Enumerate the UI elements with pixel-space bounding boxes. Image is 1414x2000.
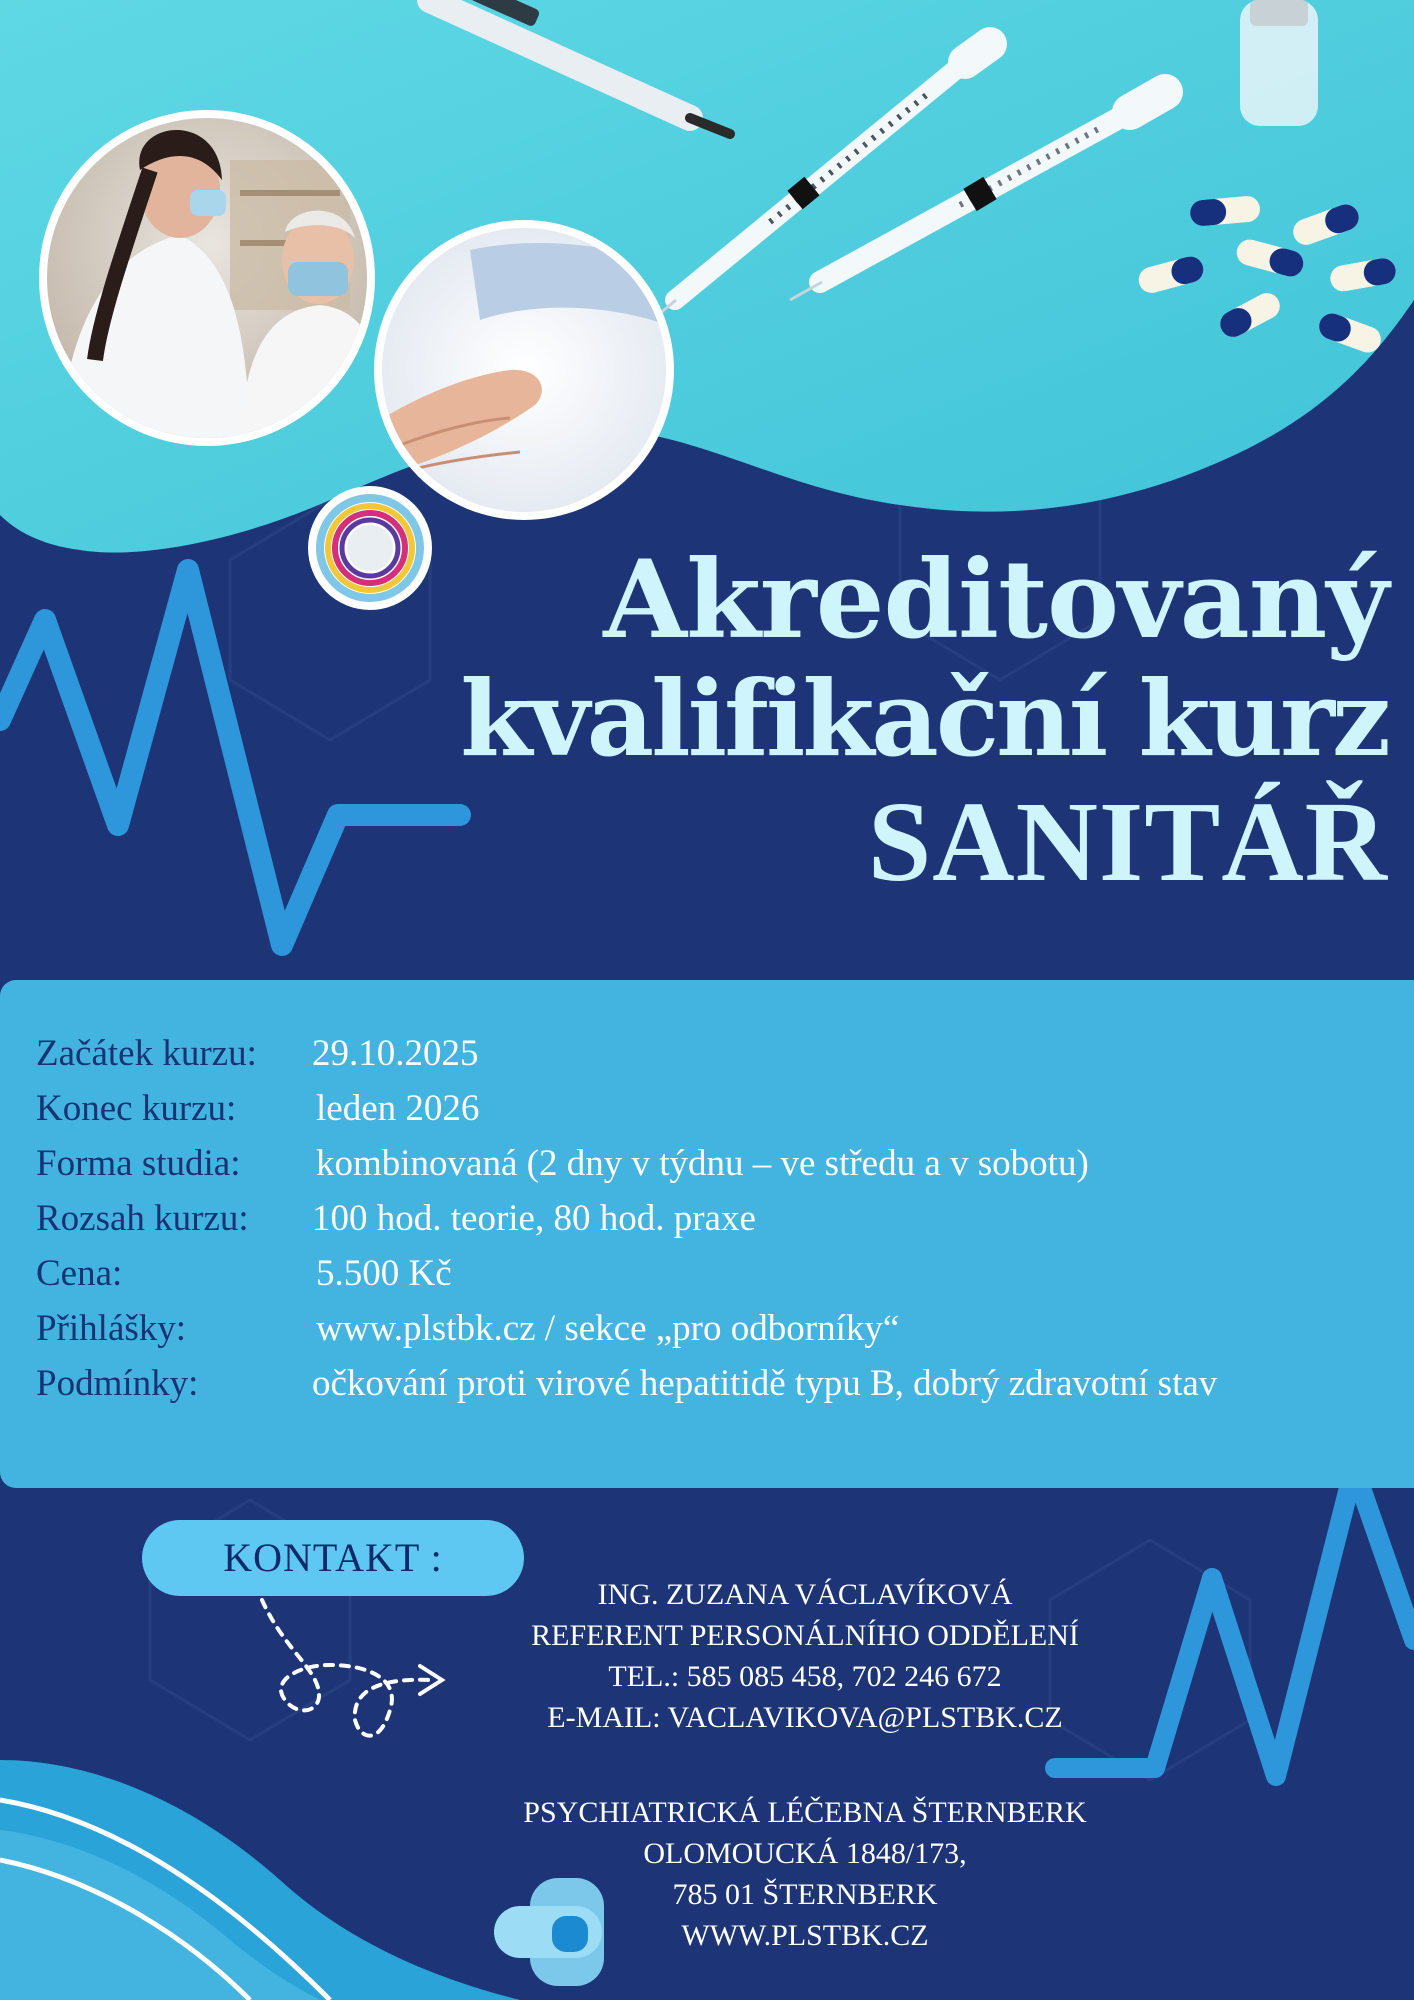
info-row-form bbox=[36, 1142, 1089, 1185]
contact-role: REFERENT PERSONÁLNÍHO ODDĚLENÍ bbox=[531, 1619, 1079, 1652]
contact-details bbox=[400, 1574, 1210, 1738]
vial-icon bbox=[1240, 0, 1318, 126]
title-line-2: kvalifikační kurz bbox=[460, 657, 1388, 780]
info-value[interactable]: www.plstbk.cz / sekce „pro odborníky“ bbox=[316, 1308, 900, 1349]
info-value: 100 hod. teorie, 80 hod. praxe bbox=[312, 1198, 756, 1239]
info-label: Forma studia: bbox=[36, 1143, 241, 1184]
institution-name: PSYCHIATRICKÁ LÉČEBNA ŠTERNBERK bbox=[523, 1796, 1087, 1829]
info-row-price bbox=[36, 1252, 452, 1295]
info-label: Konec kurzu: bbox=[36, 1088, 237, 1129]
info-label: Podmínky: bbox=[36, 1363, 199, 1404]
info-value: očkování proti virové hepatitidě typu B, dobrý zdravotní stav bbox=[312, 1363, 1218, 1404]
info-row-scope bbox=[36, 1197, 756, 1240]
title-line-1: Akreditovaný bbox=[603, 537, 1388, 663]
title-line-3: SANITÁŘ bbox=[867, 778, 1388, 905]
info-label: Přihlášky: bbox=[36, 1308, 187, 1349]
address-street: OLOMOUCKÁ 1848/173, bbox=[643, 1837, 967, 1870]
decorative-ring bbox=[308, 486, 432, 610]
info-label: Rozsah kurzu: bbox=[36, 1198, 249, 1239]
info-label: Začátek kurzu: bbox=[36, 1033, 257, 1074]
info-value: 5.500 Kč bbox=[316, 1253, 452, 1294]
info-row-conditions bbox=[36, 1362, 1218, 1405]
contact-phone[interactable]: TEL.: 585 085 458, 702 246 672 bbox=[608, 1660, 1002, 1693]
contact-email[interactable]: E-MAIL: VACLAVIKOVA@PLSTBK.CZ bbox=[547, 1701, 1063, 1734]
info-value: leden 2026 bbox=[316, 1088, 480, 1129]
info-label: Cena: bbox=[36, 1253, 123, 1294]
info-row-start bbox=[36, 1032, 479, 1075]
info-row-end bbox=[36, 1087, 480, 1130]
info-value: 29.10.2025 bbox=[312, 1033, 479, 1074]
info-row-applications bbox=[36, 1307, 900, 1350]
course-title bbox=[460, 537, 1388, 906]
contact-heading: KONTAKT : bbox=[142, 1520, 524, 1596]
course-info-panel bbox=[0, 980, 1414, 1488]
contact-name: ING. ZUZANA VÁCLAVÍKOVÁ bbox=[597, 1578, 1013, 1611]
website-link[interactable]: WWW.PLSTBK.CZ bbox=[681, 1919, 929, 1952]
institution-address bbox=[400, 1792, 1210, 1956]
address-city: 785 01 ŠTERNBERK bbox=[672, 1878, 938, 1911]
info-value: kombinovaná (2 dny v týdnu – ve středu a v sobotu) bbox=[316, 1143, 1089, 1184]
